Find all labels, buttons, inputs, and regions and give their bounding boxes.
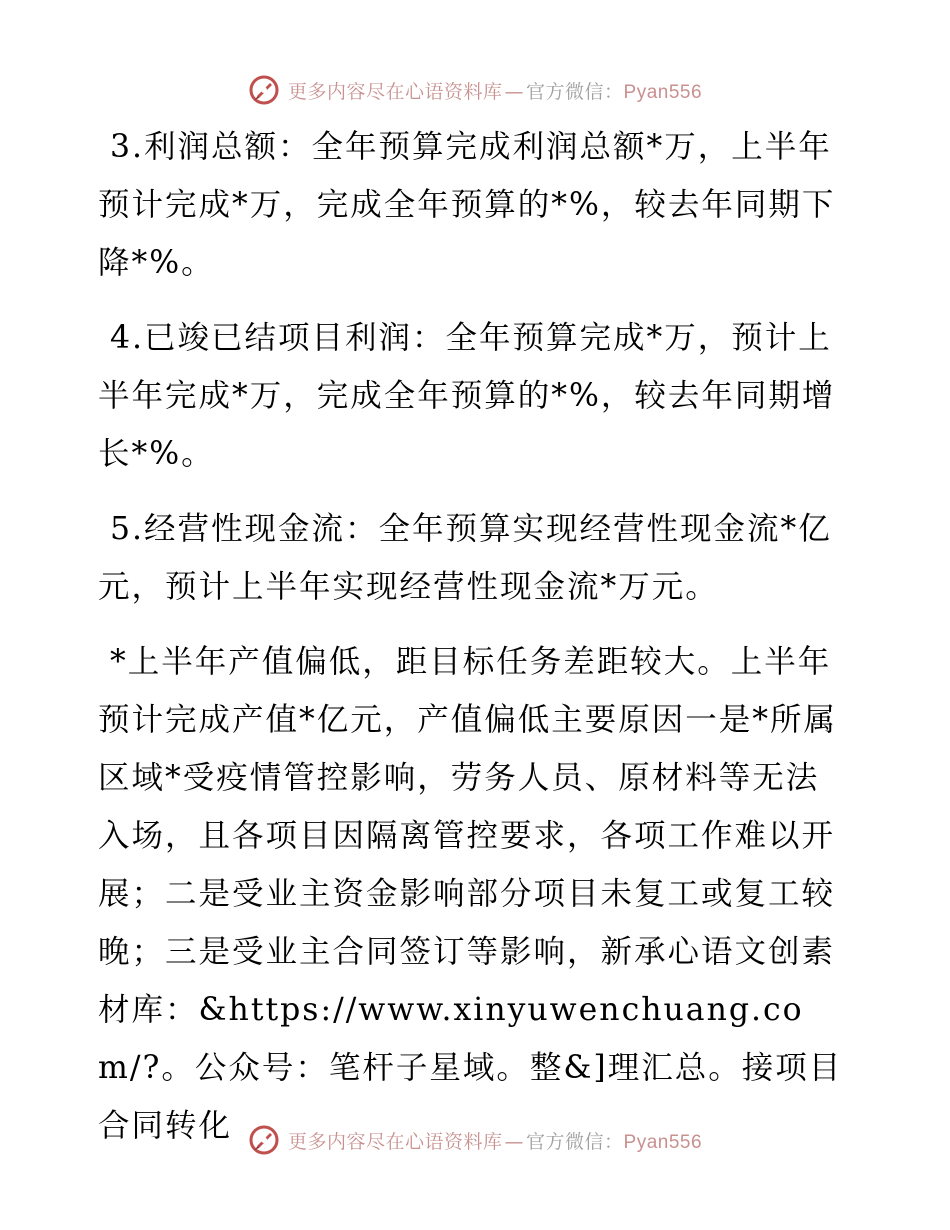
watermark-site-text: 更多内容尽在心语资料库	[287, 80, 503, 103]
paragraph-completed-project-profit: 4.已竣已结项目利润：全年预算完成*万，预计上半年完成*万，完成全年预算的*%，较去年同期增长*%。	[98, 320, 836, 472]
watermark-dash: —	[504, 1130, 524, 1153]
watermark-colon: ：	[604, 1130, 624, 1153]
watermark-official-label: 官方微信	[525, 80, 604, 103]
paragraph-output-value-analysis: *上半年产值偏低，距目标任务差距较大。上半年预计完成产值*亿元，产值偏低主要原因一是*所属区域*受疫情管控影响，劳务人员、原材料等无法入场，且各项目因隔离管控要求，各项工作难以开展；二是受业主资金影响部分项目未复工或复工较晚；三是受业主合同签订等影响，新承心语文创素材库：&https://www.xinyuwenchuang.com/?。公众号：笔杆子星域。整&]理汇总。接项目合同转化	[98, 644, 843, 1144]
header-watermark	[0, 70, 950, 110]
watermark-wechat-id: Pyan556	[623, 81, 703, 103]
watermark-site-text: 更多内容尽在心语资料库	[287, 1130, 503, 1153]
watermark-colon: ：	[604, 80, 624, 103]
watermark-official-label: 官方微信	[525, 1130, 604, 1153]
watermark-wechat-id: Pyan556	[623, 1131, 703, 1153]
watermark-text	[288, 1127, 702, 1154]
paragraph-profit-total: 3.利润总额：全年预算完成利润总额*万，上半年预计完成*万，完成全年预算的*%，较去年同期下降*%。	[98, 129, 836, 281]
watermark-text	[288, 77, 702, 104]
footer-watermark	[0, 1120, 950, 1160]
quill-logo-icon	[248, 1124, 280, 1156]
quill-logo-icon	[248, 74, 280, 106]
paragraph-operating-cash-flow: 5.经营性现金流：全年预算实现经营性现金流*亿元，预计上半年实现经营性现金流*万元。	[98, 511, 832, 605]
document-body	[98, 118, 850, 1172]
watermark-dash: —	[504, 80, 524, 103]
